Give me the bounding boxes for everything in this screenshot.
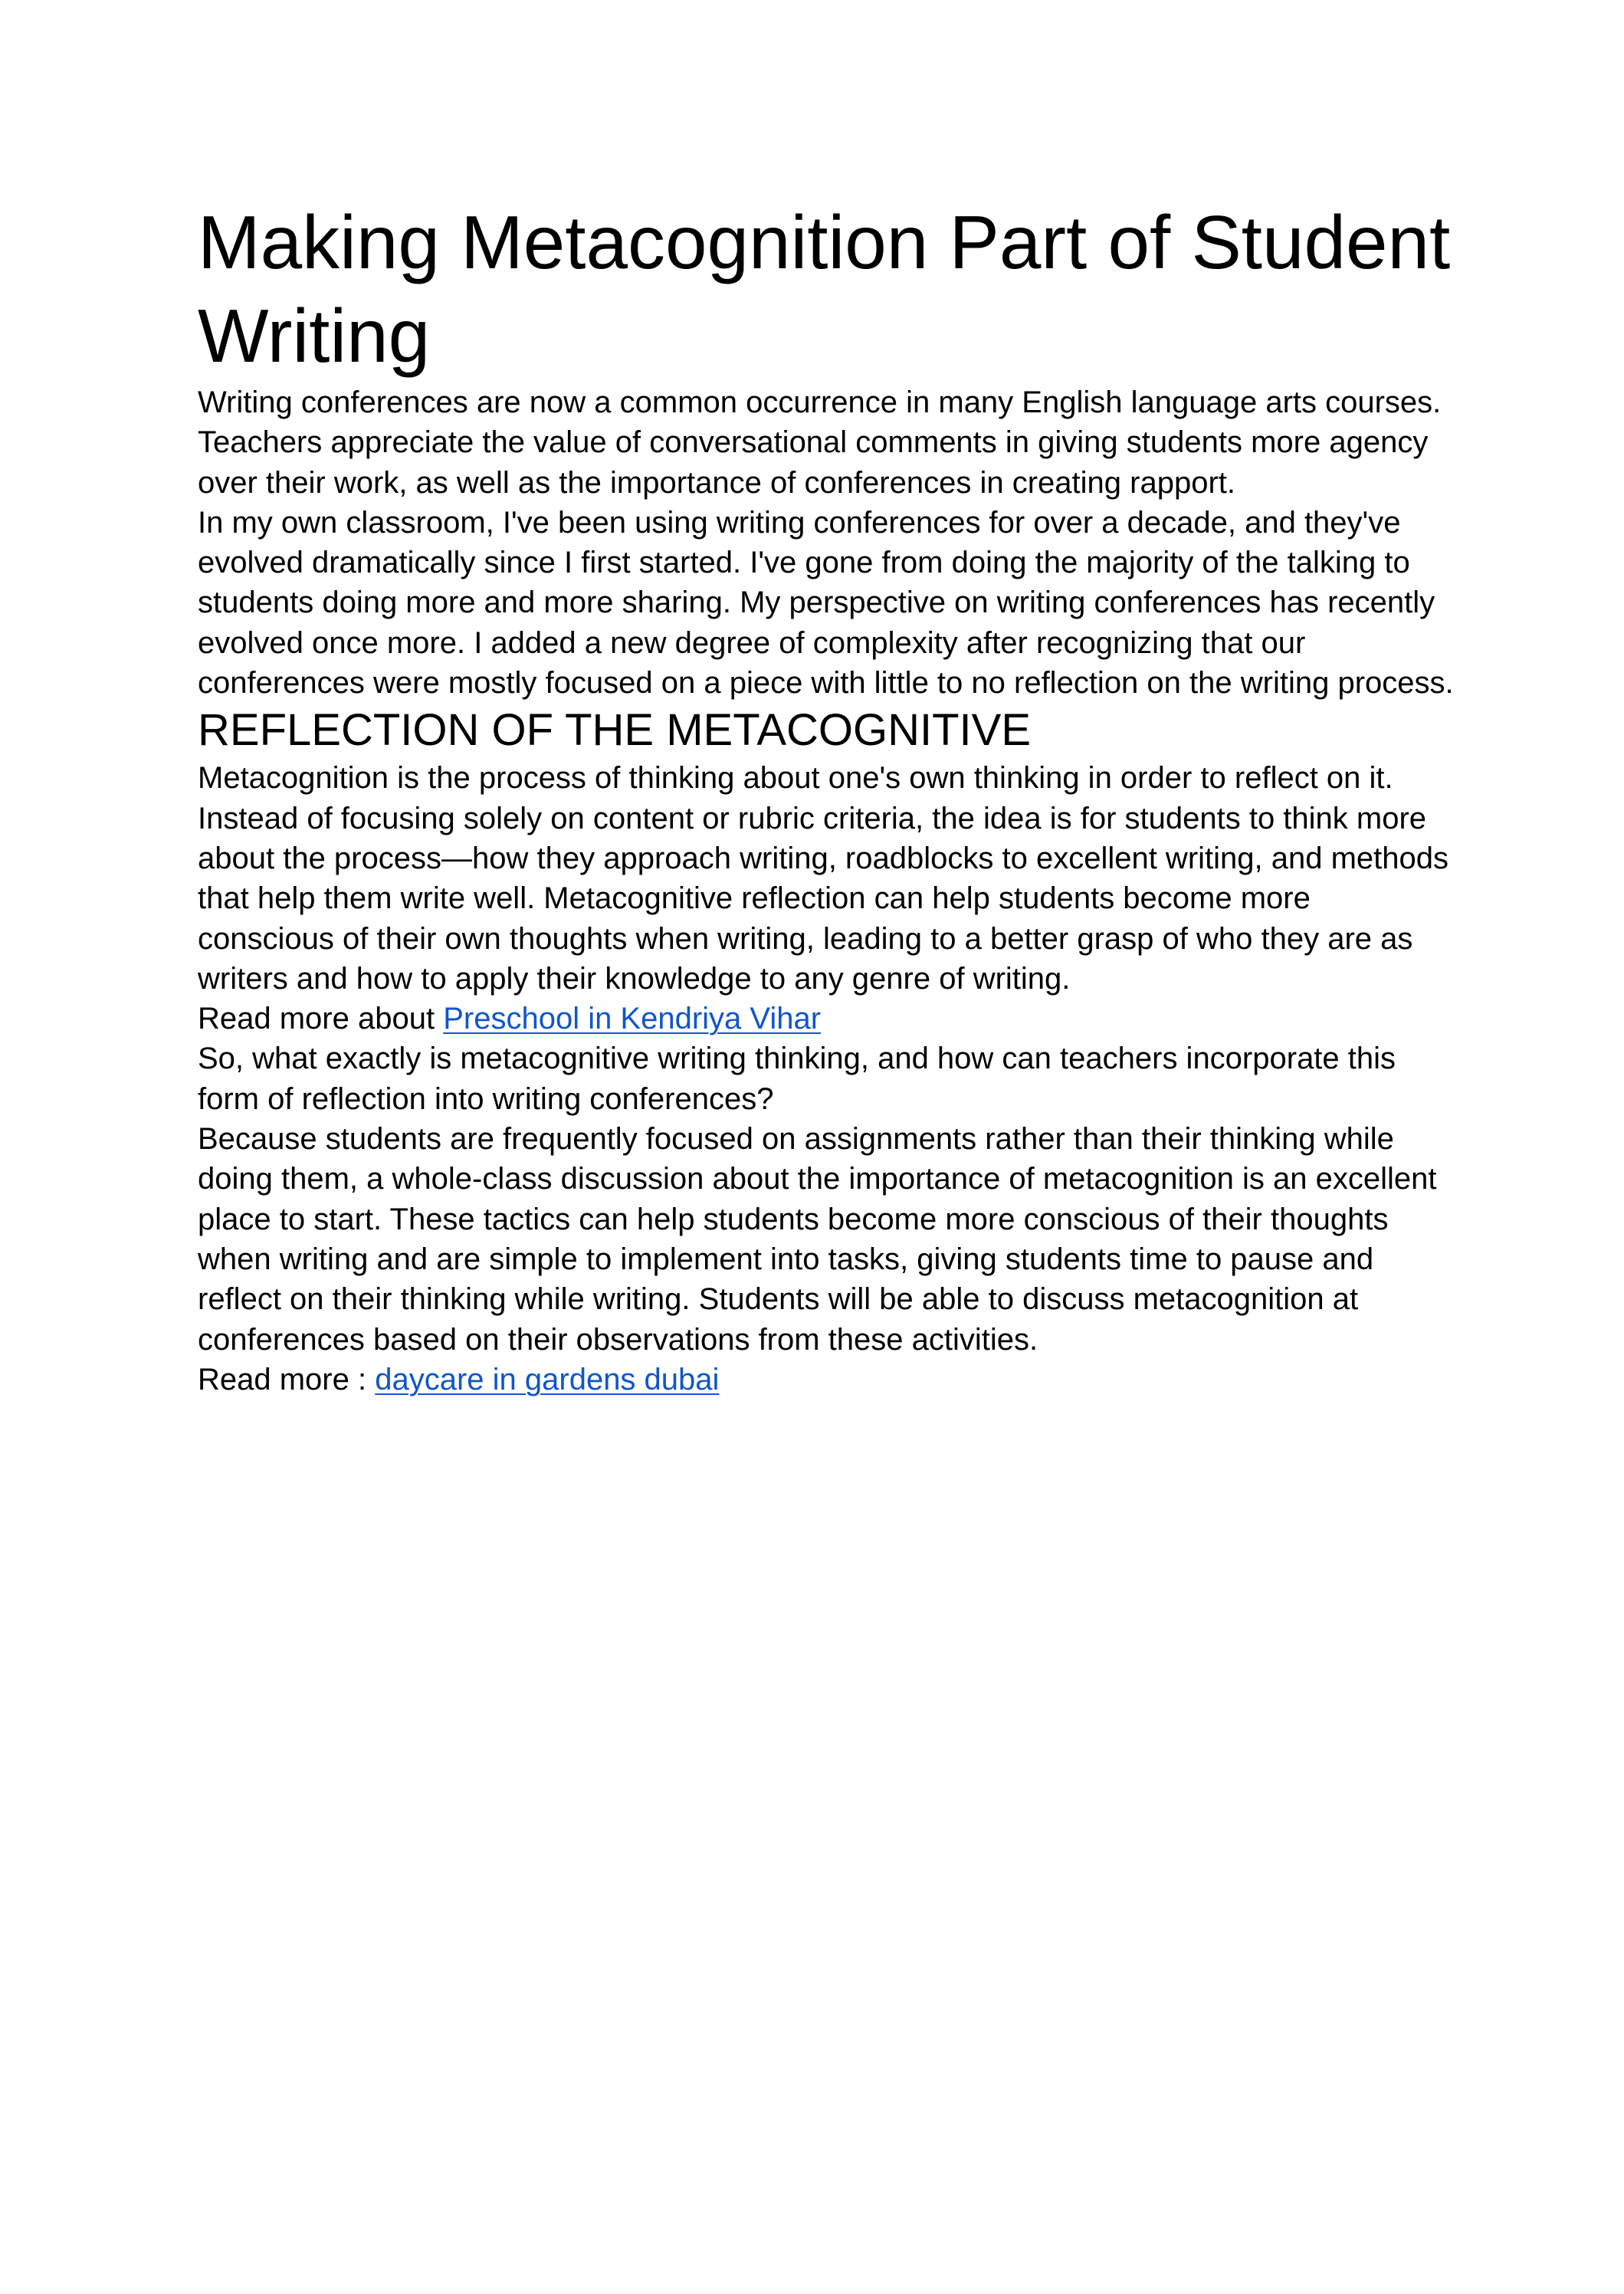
section-paragraph-2: So, what exactly is metacognitive writing thinking, and how can teachers incorporate this form of reflection into writing conferences? bbox=[198, 1042, 1396, 1116]
read-more-prefix-1: Read more about bbox=[198, 1002, 444, 1036]
intro-paragraph-1: Writing conferences are now a common occurrence in many English language arts courses. Teachers appreciate the value of conversational comments in giving students more agency over their work, as well as the importance of conferences in creating rapport. bbox=[198, 386, 1442, 500]
preschool-link[interactable]: Preschool in Kendriya Vihar bbox=[443, 1002, 822, 1036]
read-more-line-1 bbox=[198, 999, 1455, 1039]
read-more-prefix-2: Read more : bbox=[198, 1362, 376, 1396]
read-more-line-2 bbox=[198, 1360, 1455, 1400]
daycare-link[interactable]: daycare in gardens dubai bbox=[375, 1362, 720, 1396]
document-title: Making Metacognition Part of Student Writing bbox=[198, 200, 1451, 378]
intro-paragraph-2: In my own classroom, I've been using writing conferences for over a decade, and they've evolved dramatically since I first started. I've gone from doing the majority of the talking to students doing more and more sharing. My perspective on writing conferences has recently evolved once more. I added a new degree of complexity after recognizing that our conferences were mostly focused on a piece with little to no reflection on the writing process. bbox=[198, 505, 1454, 701]
section-paragraph-1: Metacognition is the process of thinking about one's own thinking in order to reflect on it. Instead of focusing solely on content or rubric criteria, the idea is for students to think more about the process—how they approach writing, roadblocks to excellent writing, and methods that help them write well. Metacognitive reflection can help students become more conscious of their own thoughts when writing, leading to a better grasp of who they are as writers and how to apply their knowledge to any genre of writing. bbox=[198, 761, 1449, 996]
section-heading: REFLECTION OF THE METACOGNITIVE bbox=[198, 705, 1032, 756]
document-body bbox=[198, 195, 1455, 1400]
section-paragraph-3: Because students are frequently focused on assignments rather than their thinking while doing them, a whole-class discussion about the importance of metacognition is an excellent place to start. These tactics can help students become more conscious of their thoughts when writing and are simple to implement into tasks, giving students time to pause and reflect on their thinking while writing. Students will be able to discuss metacognition at conferences based on their observations from these activities. bbox=[198, 1122, 1437, 1357]
